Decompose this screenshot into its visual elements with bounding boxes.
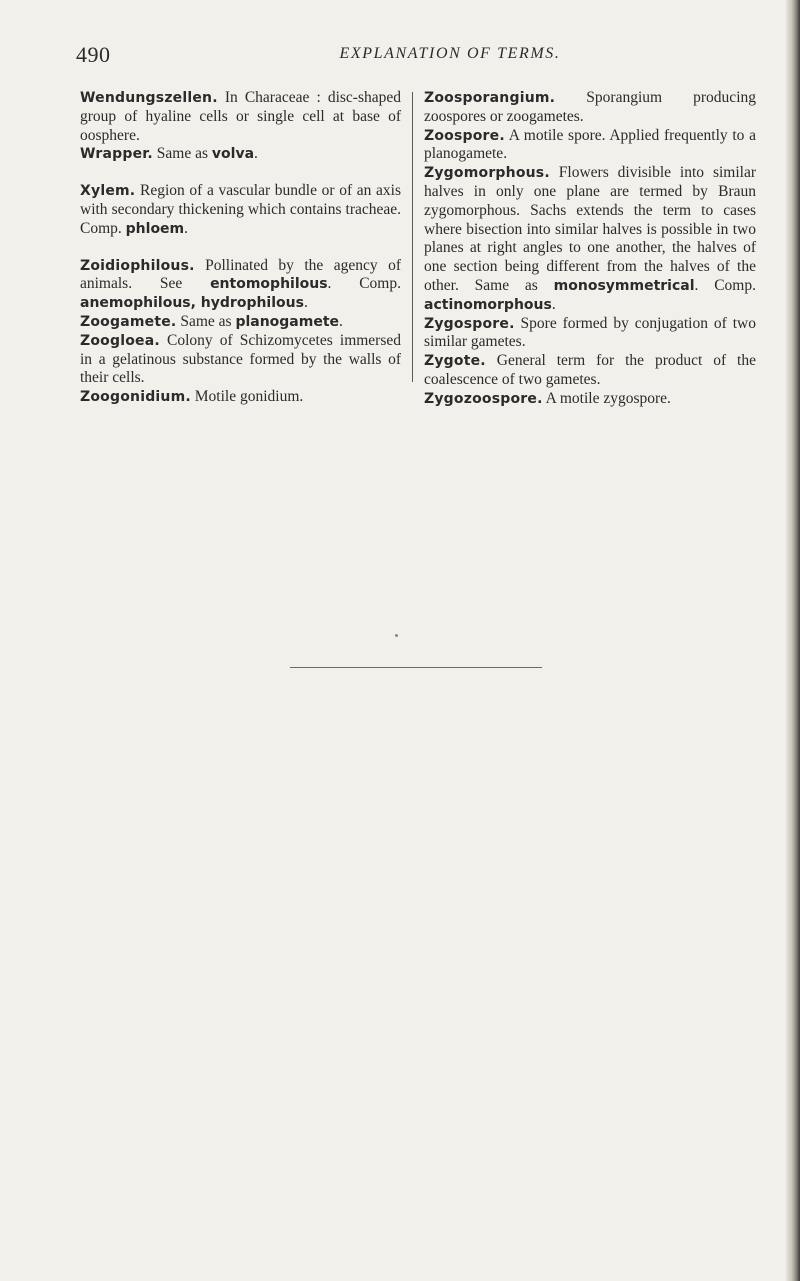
entry-definition: A motile zygospore.: [545, 389, 671, 407]
entry-term: Wrapper.: [80, 146, 153, 163]
entry-definition: Sporangium producing zoospores or zoogametes.: [424, 89, 756, 125]
page-number: 490: [76, 42, 111, 67]
cross-reference: planogamete: [235, 313, 340, 330]
print-speck: [395, 634, 398, 637]
running-head: EXPLANATION OF TERMS.: [339, 45, 561, 62]
entry-punctuation: .: [303, 294, 308, 312]
entry-xylem: [80, 182, 401, 238]
entry-wrapper: [80, 145, 401, 164]
left-column: [80, 89, 401, 407]
entry-zoogloea: [80, 332, 401, 388]
entry-term: Zoidiophilous.: [80, 257, 195, 274]
entry-zygomorphous: [424, 164, 756, 314]
entry-definition: Same as: [156, 145, 209, 163]
entry-definition-continued: . Comp.: [327, 275, 401, 293]
cross-reference: volva: [211, 146, 255, 163]
entry-definition: In Characeae : disc-shaped group of hyaline cells or single cell at base of oosphere.: [80, 89, 402, 144]
cross-reference: phloem: [125, 220, 185, 237]
entry-term: Zoosporangium.: [424, 90, 556, 106]
entry-zoogamete: [80, 313, 401, 332]
entry-term: Xylem.: [80, 183, 136, 200]
entry-punctuation: .: [551, 295, 556, 313]
entry-zygozoospore: [424, 390, 756, 409]
entry-definition: Region of a vascular bundle or of an axis with secondary thickening which contains tracheae. Comp.: [80, 182, 402, 237]
entry-definition-continued: . Comp.: [694, 276, 756, 294]
cross-reference: actinomorphous: [424, 296, 552, 313]
entry-definition: Motile gonidium.: [194, 388, 304, 406]
entry-definition: Same as: [180, 312, 232, 330]
cross-reference: anemophilous, hydrophilous: [80, 295, 304, 312]
entry-punctuation: .: [339, 312, 343, 330]
entry-zoosporangium: [424, 89, 756, 127]
entry-definition: Spore formed by conjugation of two similar gametes.: [424, 314, 756, 351]
entry-zoospore: [424, 127, 756, 165]
entry-definition: General term for the product of the coalescence of two gametes.: [424, 352, 756, 388]
entry-zygospore: [424, 315, 756, 353]
entry-term: Zoospore.: [424, 127, 505, 144]
entry-zoidiophilous: [80, 257, 401, 313]
entry-definition: Flowers divisible into similar halves in only one plane are termed by Braun zygomorphous. Sachs extends the term to cases where bisection into similar halves is possible in two planes at right angles to one another, the halves of one section being different from the halves of the other. Same as: [424, 164, 757, 294]
entry-punctuation: .: [184, 219, 189, 237]
entry-term: Zoogamete.: [80, 313, 177, 330]
entry-term: Zoogonidium.: [80, 389, 191, 406]
entry-punctuation: .: [254, 145, 258, 163]
entry-definition: A motile spore. Applied frequently to a planogamete.: [424, 126, 756, 163]
cross-reference: monosymmetrical: [553, 277, 695, 294]
entry-definition: Colony of Schizomycetes immersed in a gelatinous substance formed by the walls of their cells.: [80, 331, 402, 387]
entry-term: Zoogloea.: [80, 332, 160, 349]
entry-term: Wendungszellen.: [80, 90, 218, 106]
cross-reference: entomophilous: [210, 276, 328, 293]
end-rule: [290, 667, 542, 668]
entry-term: Zygozoospore.: [424, 390, 543, 407]
entry-term: Zygospore.: [424, 315, 515, 332]
entry-zygote: [424, 352, 756, 390]
page-edge-shadow: [786, 0, 800, 1281]
entry-term: Zygomorphous.: [424, 165, 550, 182]
right-column: [424, 89, 756, 409]
column-divider: [412, 92, 413, 382]
entry-zoogonidium: [80, 388, 401, 407]
entry-definition: Pollinated by the agency of animals. See: [80, 256, 401, 293]
entry-term: Zygote.: [424, 353, 486, 370]
entry-wendungszellen: [80, 89, 401, 145]
